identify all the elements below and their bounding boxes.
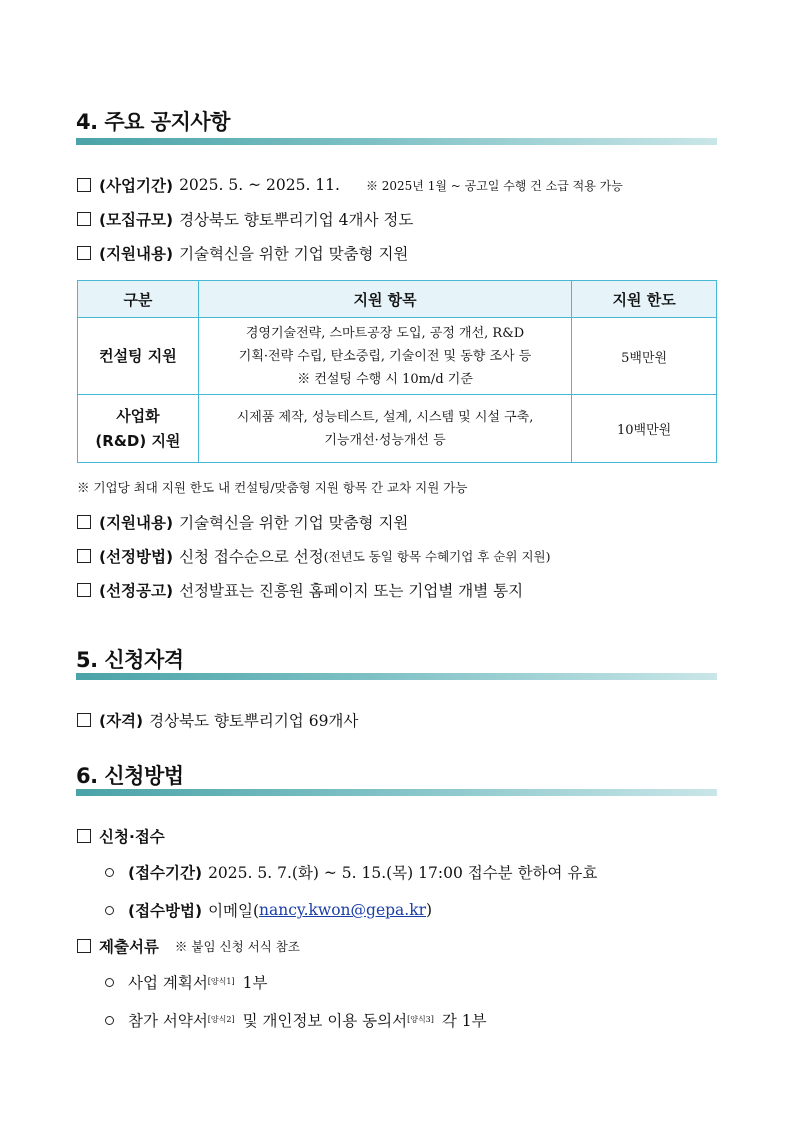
apply-method-line <box>105 899 432 921</box>
document-item-2-count: 각 1부 <box>441 1012 487 1030</box>
table-header-limit: 지원 한도 <box>572 281 717 318</box>
section-5-title: 5. 신청자격 <box>76 648 184 672</box>
business-period-label: (사업기간) <box>99 177 174 195</box>
table-cell-items: 경영기술전략, 스마트공장 도입, 공정 개선, R&D 기획·전략 수립, 탄소중립, 기술이전 및 동향 조사 등 ※ 컨설팅 수행 시 10m/d 기준 <box>198 318 571 395</box>
document-item-2-text1: 참가 서약서 <box>128 1012 208 1030</box>
recruit-scale-value: 경상북도 향토뿌리기업 4개사 정도 <box>179 211 414 229</box>
document-item-1: 사업 계획서 [양식1] 1부 <box>105 971 267 993</box>
table-header-items: 지원 항목 <box>198 281 571 318</box>
checkbox-square-icon <box>77 212 91 226</box>
support-content-2-label: (지원내용) <box>99 514 174 532</box>
apply-period-value: 2025. 5. 7.(화) ~ 5. 15.(목) 17:00 접수분 한하여 유효 <box>208 864 598 882</box>
table-note: ※ 기업당 최대 지원 한도 내 컨설팅/맞춤형 지원 항목 간 교차 지원 가능 <box>77 480 468 495</box>
apply-line <box>77 825 171 847</box>
apply-method-label: (접수방법) <box>128 902 203 920</box>
table-cell-category: 컨설팅 지원 <box>78 318 199 395</box>
checkbox-square-icon <box>77 178 91 192</box>
table-cell-limit: 10백만원 <box>572 395 717 463</box>
selection-notice-line <box>77 579 523 601</box>
support-content-2-value: 기술혁신을 위한 기업 맞춤형 지원 <box>179 514 409 532</box>
table-header-category: 구분 <box>78 281 199 318</box>
support-content-label: (지원내용) <box>99 245 174 263</box>
selection-method-line <box>77 545 550 567</box>
document-item-2-text2: 및 개인정보 이용 동의서 <box>242 1012 408 1030</box>
selection-notice-label: (선정공고) <box>99 582 174 600</box>
documents-line <box>77 935 300 957</box>
table-cell-category: 사업화 (R&D) 지원 <box>78 395 199 463</box>
apply-label: 신청·접수 <box>99 828 165 846</box>
checkbox-square-icon <box>77 829 91 843</box>
business-period-value: 2025. 5. ~ 2025. 11. <box>179 176 340 194</box>
apply-period-label: (접수기간) <box>128 864 203 882</box>
bullet-circle-icon <box>105 1016 114 1025</box>
email-link[interactable]: nancy.kwon@gepa.kr <box>259 901 427 919</box>
document-item-1-count: 1부 <box>242 974 268 992</box>
checkbox-square-icon <box>77 549 91 563</box>
qualification-line <box>77 709 358 731</box>
section-6-rule <box>76 789 717 796</box>
qualification-value: 경상북도 향토뿌리기업 69개사 <box>149 712 359 730</box>
bullet-circle-icon <box>105 978 114 987</box>
bullet-circle-icon <box>105 868 114 877</box>
table-row <box>78 395 717 463</box>
document-item-1-text: 사업 계획서 <box>128 974 208 992</box>
section-5-rule <box>76 673 717 680</box>
support-table <box>77 280 717 463</box>
section-4-rule <box>76 138 717 145</box>
recruit-scale-line <box>77 208 413 230</box>
documents-note: ※ 붙임 신청 서식 참조 <box>174 939 300 954</box>
apply-method-suffix: ) <box>426 901 433 919</box>
support-content-value: 기술혁신을 위한 기업 맞춤형 지원 <box>179 245 409 263</box>
checkbox-square-icon <box>77 583 91 597</box>
section-4-title: 4. 주요 공지사항 <box>76 110 230 134</box>
table-cell-items: 시제품 제작, 성능테스트, 설계, 시스템 및 시설 구축, 기능개선·성능개선 등 <box>198 395 571 463</box>
recruit-scale-label: (모집규모) <box>99 211 174 229</box>
checkbox-square-icon <box>77 939 91 953</box>
qualification-label: (자격) <box>99 712 144 730</box>
table-row <box>78 318 717 395</box>
document-item-2: 참가 서약서 [양식2] 및 개인정보 이용 동의서 [양식3] 각 1부 <box>105 1009 487 1031</box>
checkbox-square-icon <box>77 246 91 260</box>
business-period-note: ※ 2025년 1월 ~ 공고일 수행 건 소급 적용 가능 <box>365 178 623 193</box>
business-period-line <box>77 174 623 196</box>
bullet-circle-icon <box>105 906 114 915</box>
support-content-line <box>77 242 408 264</box>
selection-method-label: (선정방법) <box>99 548 174 566</box>
apply-method-prefix: 이메일( <box>208 902 260 920</box>
selection-method-value: 신청 접수순으로 선정 <box>179 548 324 566</box>
checkbox-square-icon <box>77 713 91 727</box>
table-cell-limit: 5백만원 <box>572 318 717 395</box>
selection-notice-value: 선정발표는 진흥원 홈페이지 또는 기업별 개별 통지 <box>179 582 524 600</box>
section-6-title: 6. 신청방법 <box>76 764 184 788</box>
support-content-2-line <box>77 511 408 533</box>
apply-period-line <box>105 861 597 883</box>
checkbox-square-icon <box>77 515 91 529</box>
table-header-row <box>78 281 717 318</box>
documents-label: 제출서류 <box>99 938 159 956</box>
selection-method-note: (전년도 동일 항목 수혜기업 후 순위 지원) <box>323 549 551 564</box>
